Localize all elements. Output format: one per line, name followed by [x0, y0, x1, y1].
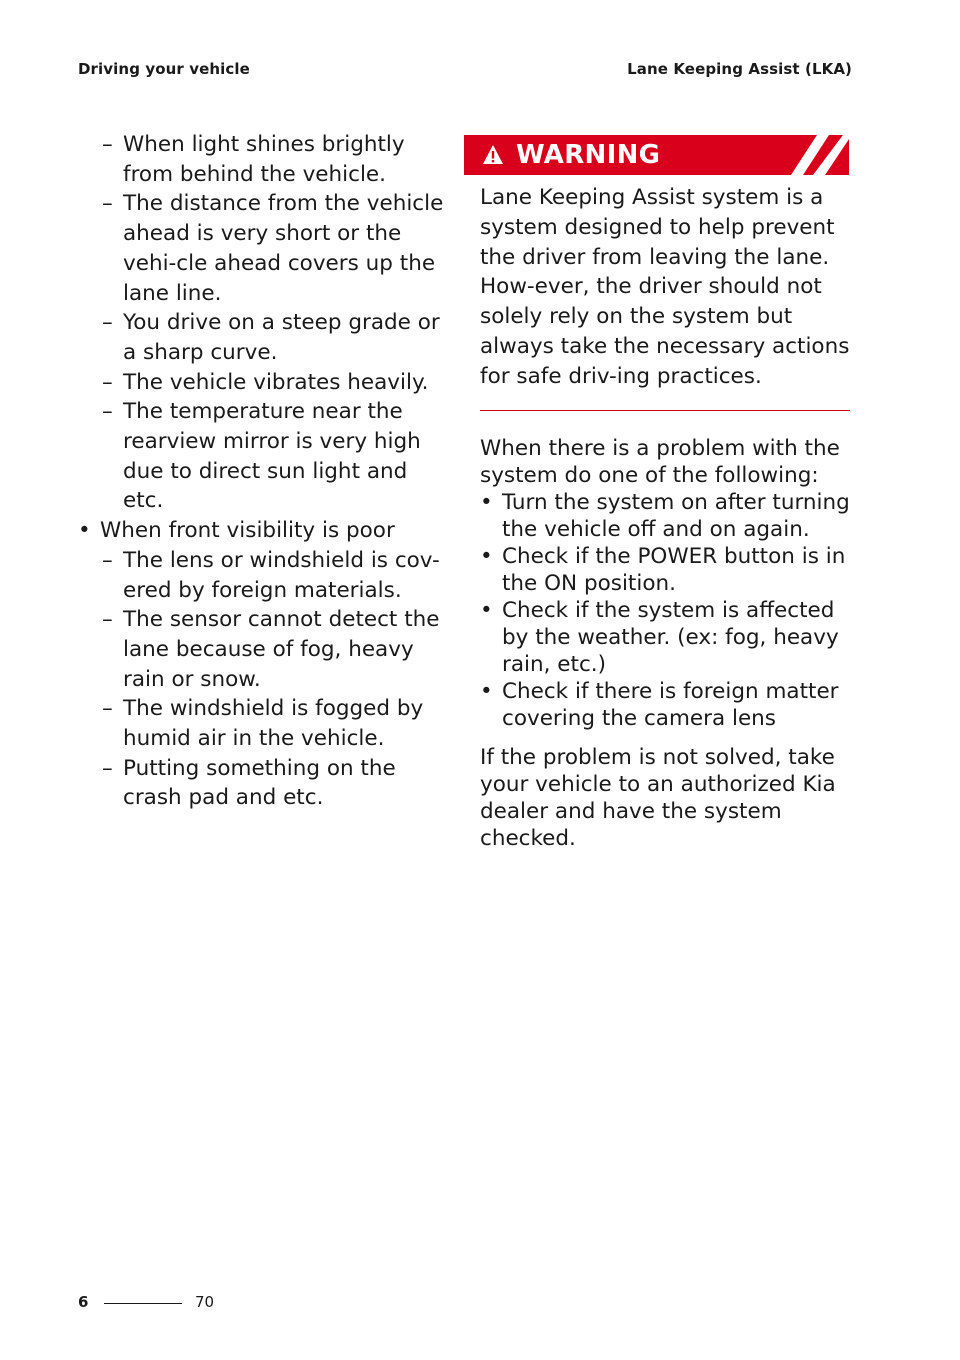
header-section-title: Driving your vehicle — [78, 60, 250, 78]
problem-intro: When there is a problem with the system do one of the following: — [480, 435, 840, 488]
page-number: 70 — [195, 1293, 215, 1311]
list-item — [78, 368, 448, 398]
dash-marker: – — [102, 310, 113, 336]
list-item-text: The vehicle vibrates heavily. — [123, 369, 429, 395]
warning-text: Lane Keeping Assist system is a system designed to help prevent the driver from leaving the lane. How-ever, the driver should not solely rely on the system but always take the necessary actions for safe driv-ing practices. — [480, 185, 850, 389]
warning-stripes-decoration — [769, 135, 849, 175]
list-item — [78, 308, 448, 367]
list-item-text: The distance from the vehicle ahead is very short or the vehi-cle ahead covers up the lane line. — [123, 191, 444, 306]
list-item-text: Putting something on the crash pad and etc. — [123, 755, 396, 811]
bullet-marker: • — [480, 543, 493, 569]
left-column — [78, 130, 448, 813]
list-item-text: The temperature near the rearview mirror is very high due to direct sun light and etc. — [123, 399, 421, 514]
header-topic-title: Lane Keeping Assist (LKA) — [627, 60, 852, 78]
warning-divider — [480, 410, 850, 411]
bullet-marker: • — [480, 597, 493, 623]
list-item-text: The windshield is fogged by humid air in the vehicle. — [123, 696, 424, 752]
warning-header — [464, 135, 849, 175]
right-column — [480, 135, 850, 852]
list-item-text: When front visibility is poor — [100, 518, 395, 544]
chapter-number: 6 — [78, 1293, 89, 1311]
list-item — [480, 489, 850, 543]
list-item — [78, 546, 448, 605]
list-item-text: The lens or windshield is cov-ered by foreign materials. — [123, 547, 440, 603]
dash-marker: – — [102, 696, 113, 722]
dash-marker: – — [102, 399, 113, 425]
bullet-marker: • — [78, 518, 91, 544]
list-item — [480, 597, 850, 678]
dash-marker: – — [102, 191, 113, 217]
bullet-marker: • — [480, 489, 493, 515]
list-item — [78, 189, 448, 308]
list-item — [480, 543, 850, 597]
list-item-text: Check if there is foreign matter covering the camera lens — [502, 678, 839, 731]
warning-triangle-icon — [482, 144, 504, 166]
list-item — [78, 397, 448, 516]
dash-marker: – — [102, 547, 113, 573]
dash-marker: – — [102, 755, 113, 781]
list-item — [78, 754, 448, 813]
list-item-text: Check if the POWER button is in the ON position. — [502, 543, 846, 596]
list-item-text: When light shines brightly from behind the vehicle. — [123, 132, 405, 187]
list-item-text: Turn the system on after turning the vehicle off and on again. — [502, 489, 850, 542]
footer-divider — [104, 1303, 182, 1304]
dash-marker: – — [102, 369, 113, 395]
list-item-text: You drive on a steep grade or a sharp curve. — [123, 310, 440, 365]
bullet-marker: • — [480, 678, 493, 704]
list-item — [480, 678, 850, 732]
list-item — [78, 516, 448, 546]
list-item-text: Check if the system is affected by the weather. (ex: fog, heavy rain, etc.) — [502, 597, 839, 677]
list-item-text: The sensor cannot detect the lane because of fog, heavy rain or snow. — [123, 607, 440, 692]
dash-marker: – — [102, 607, 113, 633]
list-item — [78, 605, 448, 694]
list-item — [78, 130, 448, 189]
warning-title: WARNING — [516, 140, 661, 170]
list-item — [78, 694, 448, 753]
dash-marker: – — [102, 132, 113, 157]
problem-closing: If the problem is not solved, take your vehicle to an authorized Kia dealer and have the system checked. — [480, 744, 836, 851]
